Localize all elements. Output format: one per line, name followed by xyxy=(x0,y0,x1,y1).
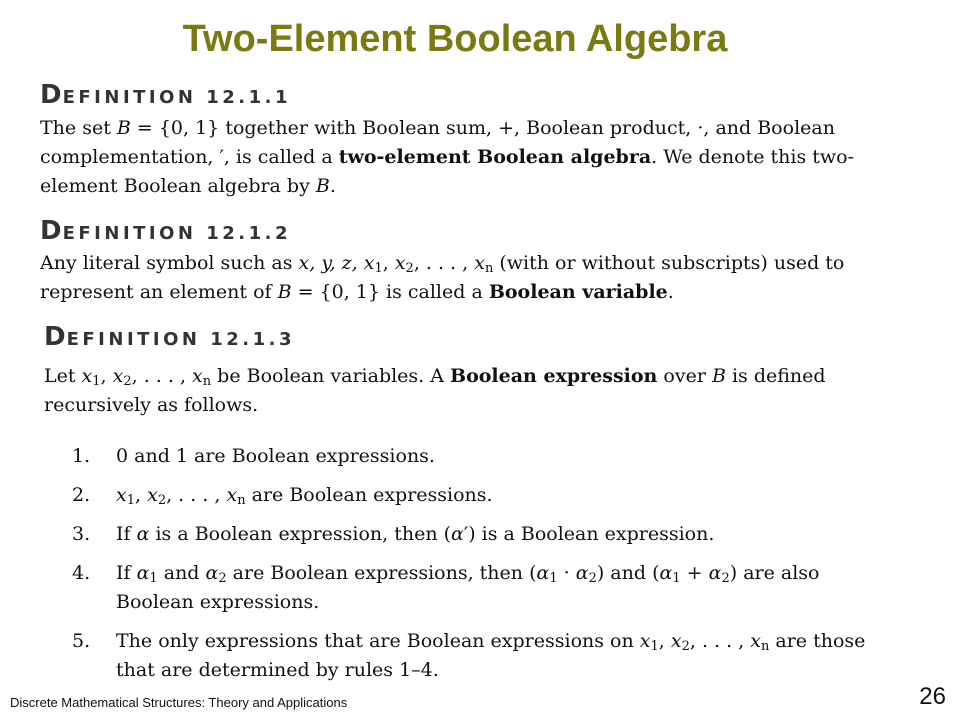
list-item-number: 2. xyxy=(72,484,91,506)
math-symbol: x xyxy=(112,365,124,387)
subscript: 1 xyxy=(374,261,383,276)
math-symbol: x xyxy=(639,630,651,652)
math-symbol: α xyxy=(136,523,150,545)
math-symbol: x, y, z, x xyxy=(298,252,375,274)
definition-heading-initial: D xyxy=(44,322,67,352)
bold-term: Boolean expression xyxy=(450,365,658,387)
subscript: n xyxy=(237,493,246,508)
math-symbol: α xyxy=(136,562,150,584)
subscript: 2 xyxy=(405,261,414,276)
bold-term: Boolean variable xyxy=(488,281,668,303)
subscript: 2 xyxy=(157,493,167,508)
math-symbol: x xyxy=(474,252,485,274)
list-item-text: If α is a Boolean expression, then (α′) is a Boolean expression. xyxy=(116,523,715,545)
definition-body: Let $x_1$, $x_2$, . . . , $x_n$ be Boolean variables. A Boolean expression over B is defined recursively as follows. xyxy=(44,365,826,416)
subscript: 2 xyxy=(123,374,132,389)
math-symbol: α xyxy=(575,562,589,584)
list-item-text: $x_1$, $x_2$, . . . , $x_n$ are Boolean expressions. xyxy=(116,484,493,508)
definition-heading xyxy=(40,80,291,110)
math-symbol: B xyxy=(711,365,726,387)
subscript: n xyxy=(484,261,494,276)
page-number: 26 xyxy=(919,683,946,710)
math-symbol: x xyxy=(192,365,203,387)
math-symbol: α xyxy=(451,523,464,545)
math-symbol: α xyxy=(536,562,550,584)
math-symbol: B xyxy=(315,175,330,197)
slide-title: Two-Element Boolean Algebra xyxy=(182,18,728,60)
subscript: 2 xyxy=(721,571,730,586)
subscript: 1 xyxy=(92,374,101,389)
slide-footer: Discrete Mathematical Structures: Theory and Applications xyxy=(10,695,348,710)
definition-heading-initial: D xyxy=(40,80,63,110)
subscript: 2 xyxy=(218,571,227,586)
math-symbol: x xyxy=(670,630,682,652)
math-symbol: x xyxy=(116,484,127,506)
list-item-text: The only expressions that are Boolean expressions on $x_1$, $x_2$, . . . , $x_n$ are those that are determined by rules 1–4. xyxy=(116,630,866,681)
math-symbol: x xyxy=(81,365,93,387)
math-symbol: α xyxy=(205,562,219,584)
subscript: 1 xyxy=(149,571,158,586)
subscript: 1 xyxy=(672,571,681,586)
definition-heading xyxy=(44,322,295,352)
math-symbol: B xyxy=(277,281,292,303)
math-symbol: x xyxy=(147,484,158,506)
subscript: n xyxy=(760,639,770,654)
math-symbol: B xyxy=(116,117,131,139)
list-item-number: 3. xyxy=(72,523,91,545)
definition-body: The set B = {0, 1} together with Boolean sum, +, Boolean product, ·, and Boolean complementation, ′, is called a two-element Boolean algebra. We denote this two-element Boolean algebra by B. xyxy=(40,117,854,197)
definition-heading-rest: EFINITION 12.1.3 xyxy=(66,329,296,350)
definition-heading-initial: D xyxy=(40,216,63,246)
math-symbol: x xyxy=(750,630,761,652)
subscript: 1 xyxy=(549,571,558,586)
subscript: 2 xyxy=(681,639,690,654)
list-item-number: 1. xyxy=(72,445,91,467)
list-item-text: 0 and 1 are Boolean expressions. xyxy=(116,445,435,467)
math-symbol: x xyxy=(394,252,406,274)
subscript: n xyxy=(202,374,212,389)
math-symbol: α xyxy=(708,562,722,584)
list-item-number: 4. xyxy=(72,562,91,584)
subscript: 1 xyxy=(650,639,659,654)
subscript: 1 xyxy=(126,493,135,508)
definition-heading-rest: EFINITION 12.1.1 xyxy=(62,87,292,108)
list-item-text: If $\alpha_1$ and $\alpha_2$ are Boolean expressions, then $(\alpha_1 \cdot \alpha_2)$ and $(\alpha_1 + \alpha_2)$ are also Boolean expressions. xyxy=(116,562,820,613)
math-symbol: x xyxy=(226,484,238,506)
subscript: 2 xyxy=(588,571,597,586)
math-symbol: α xyxy=(659,562,673,584)
definition-heading xyxy=(40,216,291,246)
list-item-number: 5. xyxy=(72,630,91,652)
definition-heading-rest: EFINITION 12.1.2 xyxy=(62,223,292,244)
bold-term: two-element Boolean algebra xyxy=(338,146,652,168)
definition-body: Any literal symbol such as x, y, z, $x_1$, $x_2$, . . . , $x_n$ (with or without subscripts) used to represent an element of B = {0, 1} is called a Boolean variable. xyxy=(40,252,845,303)
